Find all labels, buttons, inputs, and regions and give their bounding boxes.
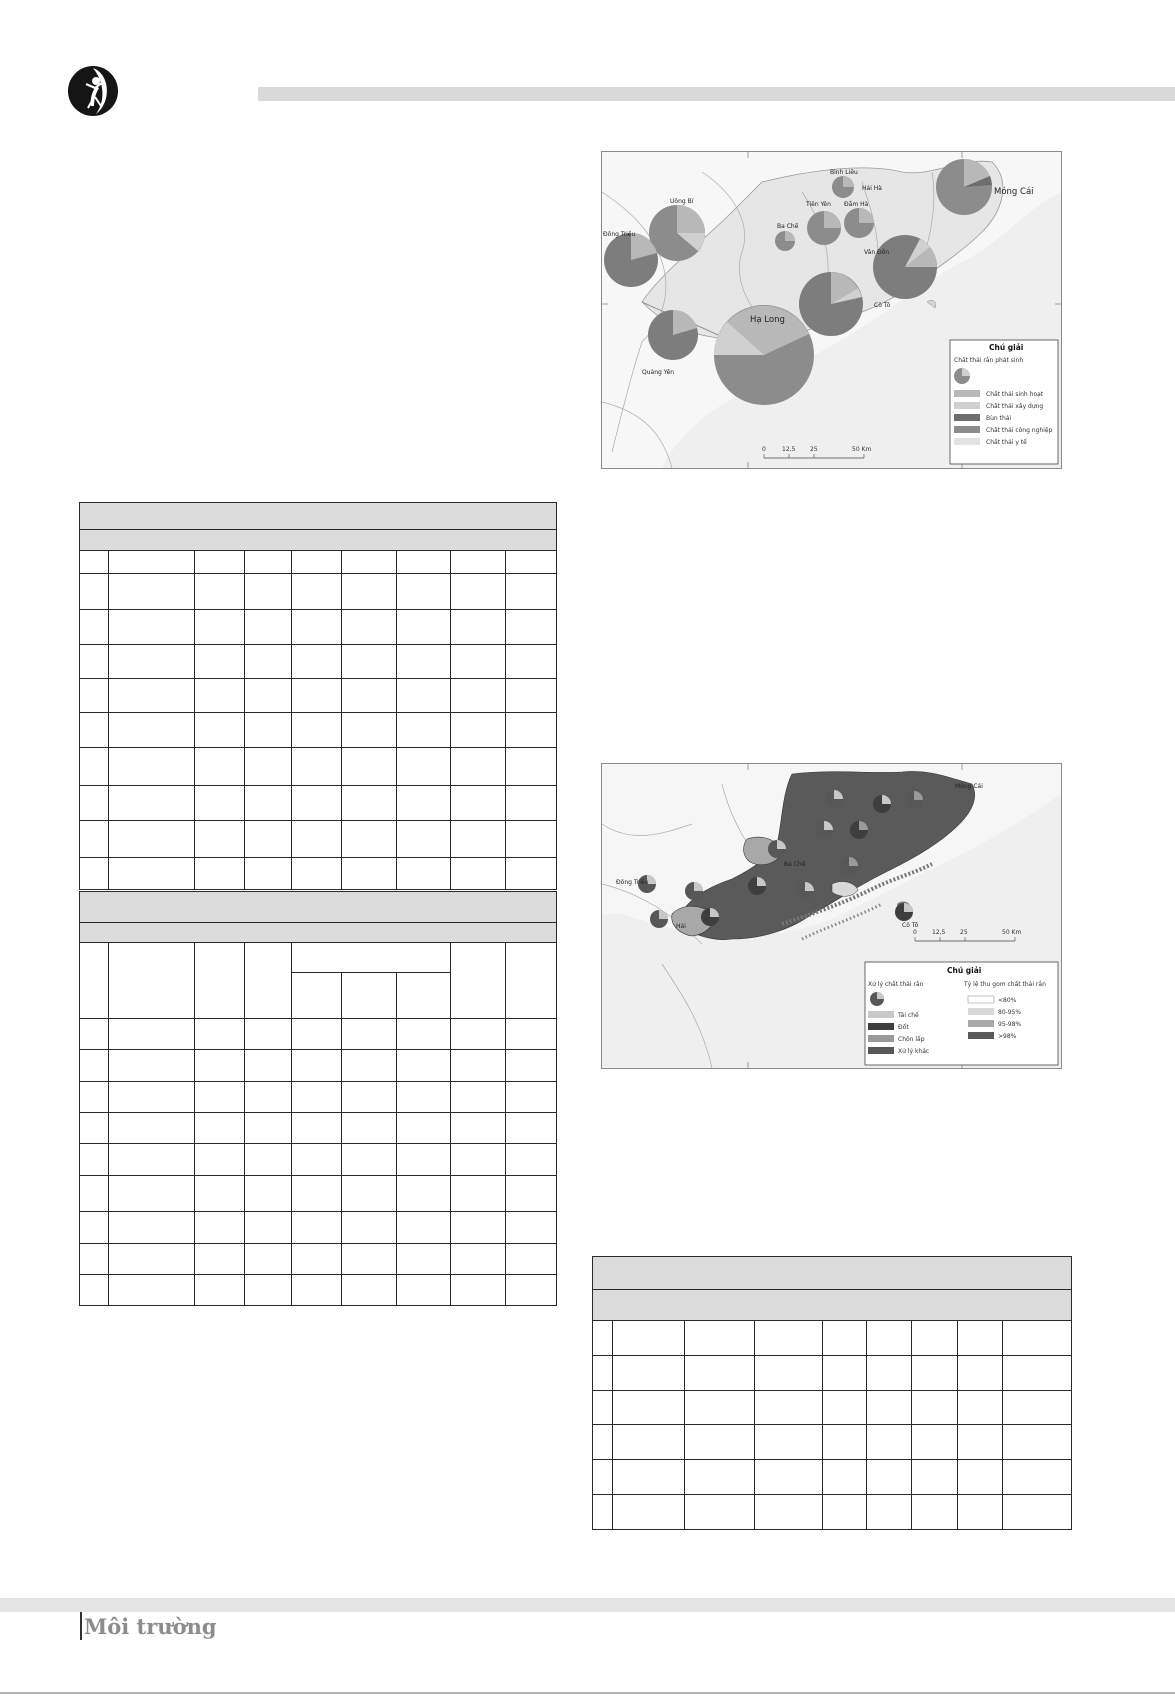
scale-label: 25 [810, 446, 818, 453]
legend-item: Chất thải công nghiệp [986, 427, 1053, 434]
place-label: Hải [676, 923, 686, 930]
table-row [80, 713, 557, 748]
pie-ba-che [775, 231, 795, 251]
legend-item: Xử lý khác [898, 1048, 930, 1055]
table-row [80, 1244, 557, 1275]
table-row [80, 1275, 557, 1306]
legend-swatch [954, 426, 980, 433]
legend-heading: Xử lý chất thải rắn [868, 981, 924, 988]
scale-label: 0 [762, 446, 766, 453]
table-row [593, 1391, 1072, 1425]
place-label: Uông Bí [670, 198, 694, 205]
table-row [80, 821, 557, 858]
table-row [80, 610, 557, 645]
table-title-band [80, 892, 557, 923]
table-header-row [80, 943, 557, 973]
table-subtitle-band [80, 923, 557, 943]
map-solid-waste-collection [601, 763, 1062, 1069]
place-label: Tiên Yên [806, 201, 831, 208]
place-label: Ba Chẽ [784, 861, 806, 868]
table-row [80, 1212, 557, 1244]
legend-item: Tái chế [898, 1012, 919, 1019]
scale-label: 25 [960, 929, 968, 936]
data-table-2 [79, 891, 557, 1306]
place-label: Cô Tô [902, 922, 919, 929]
legend-swatch [868, 1011, 894, 1018]
table-row [80, 748, 557, 786]
scale-label: 12,5 [932, 929, 946, 936]
table-row [593, 1495, 1072, 1530]
pie-dong-trieu [604, 233, 658, 287]
legend-item: >98% [998, 1033, 1017, 1040]
legend-swatch [954, 438, 980, 445]
table-row [80, 574, 557, 610]
pie-quang-yen [648, 310, 698, 360]
legend-subtitle: Chất thải rắn phát sinh [954, 357, 1024, 364]
table-row [593, 1356, 1072, 1391]
legend-item: Chất thải xây dựng [986, 403, 1044, 410]
table-row [80, 1176, 557, 1212]
map-legend [865, 962, 1058, 1065]
table-title-band [593, 1257, 1072, 1290]
legend-swatch [968, 1008, 994, 1015]
place-label: Vân Đồn [864, 249, 890, 256]
legend-title: Chú giải [947, 966, 982, 975]
map-legend [950, 340, 1058, 464]
place-label: Móng Cái [955, 783, 983, 790]
legend-swatch [954, 390, 980, 397]
pie-van-don [799, 272, 863, 336]
scale-label: 12,5 [782, 446, 796, 453]
legend-swatch [868, 1035, 894, 1042]
legend-swatch [968, 996, 994, 1003]
legend-swatch [868, 1023, 894, 1030]
table-row [80, 645, 557, 679]
table-header-row [593, 1321, 1072, 1356]
table-title-band [80, 503, 557, 530]
table-row [80, 1019, 557, 1050]
place-label: Hải Hà [862, 185, 882, 192]
data-table-1 [79, 502, 557, 890]
pie-mong-cai [936, 159, 992, 215]
place-label: Quảng Yên [642, 369, 675, 376]
table-row [593, 1425, 1072, 1460]
legend-item: Chôn lấp [898, 1036, 925, 1043]
place-label: Đông Triều [603, 231, 636, 238]
scale-label: 50 Km [1002, 929, 1022, 936]
table-row [80, 786, 557, 821]
footer-band [0, 1598, 1175, 1612]
legend-item: Bùn thải [986, 415, 1012, 422]
legend-item: Chất thải sinh hoạt [986, 391, 1044, 398]
legend-item: 80-95% [998, 1009, 1022, 1016]
legend-swatch [868, 1047, 894, 1054]
legend-swatch [954, 414, 980, 421]
table-row [80, 1082, 557, 1113]
pie-uong-bi [649, 205, 705, 261]
footer-mark [80, 1612, 82, 1640]
table-subtitle-band [80, 530, 557, 551]
table-row [80, 1144, 557, 1176]
table-row [80, 679, 557, 713]
scale-label: 0 [913, 929, 917, 936]
legend-title: Chú giải [989, 343, 1024, 352]
place-label: Cô Tô [874, 302, 891, 309]
legend-item: Đốt [898, 1024, 909, 1031]
place-label: Móng Cái [994, 187, 1034, 197]
table-row [80, 1050, 557, 1082]
map-solid-waste-generation [601, 151, 1062, 469]
header-rule [258, 87, 1175, 101]
place-label: Đầm Hà [844, 201, 869, 208]
pie-tien-yen [807, 211, 841, 245]
table-subtitle-band [593, 1290, 1072, 1321]
legend-item: <80% [998, 997, 1017, 1004]
legend-swatch [968, 1020, 994, 1027]
pie-binh-lieu [832, 176, 854, 198]
table-row [80, 1113, 557, 1144]
data-table-3 [592, 1256, 1072, 1530]
legend-heading: Tỷ lệ thu gom chất thải rắn [964, 981, 1046, 988]
place-label: Hạ Long [750, 315, 785, 325]
scale-label: 50 Km [852, 446, 872, 453]
legend-swatch [968, 1032, 994, 1039]
table-row [593, 1460, 1072, 1495]
table-row [80, 858, 557, 890]
place-label: Ba Chẽ [777, 223, 799, 230]
table-header-row [80, 551, 557, 574]
legend-swatch [954, 402, 980, 409]
bottom-rule [0, 1692, 1175, 1694]
pie-dam-ha [844, 208, 874, 238]
legend-item: 95-98% [998, 1021, 1022, 1028]
journal-logo-icon [66, 64, 120, 118]
footer-section-title: Môi trường [84, 1614, 217, 1639]
pie-hai-ha [873, 235, 937, 299]
place-label: Bình Liêu [830, 169, 858, 176]
legend-item: Chất thải y tế [986, 439, 1027, 446]
place-label: Đông Triều [616, 879, 649, 886]
